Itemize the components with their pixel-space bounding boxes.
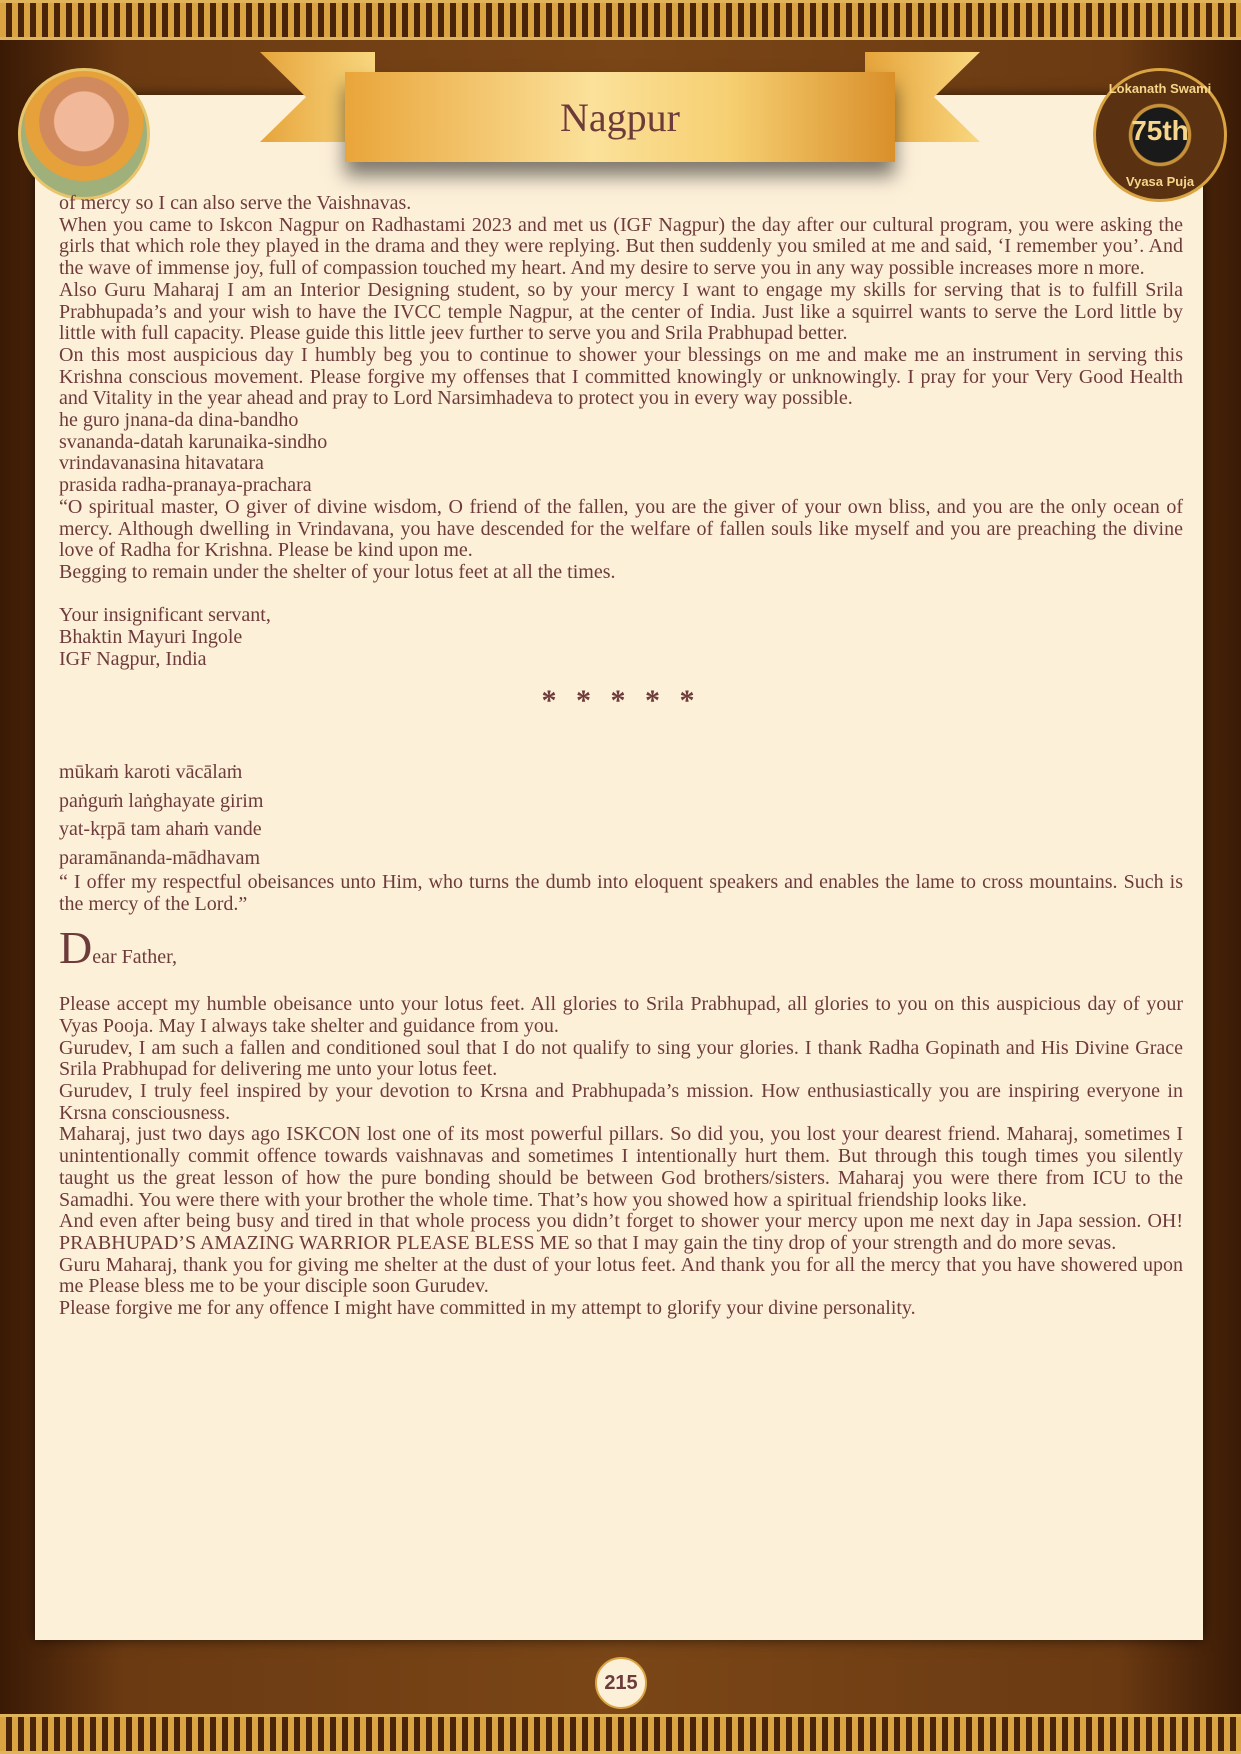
paragraph: of mercy so I can also serve the Vaishnavas. (59, 192, 412, 214)
page-title-banner (345, 72, 895, 162)
paragraph: Maharaj, just two days ago ISKCON lost one of its most powerful pillars. So did you, you lost your dearest friend. Maharaj, sometimes I unintentionally commit offence towards vaishnavas and sometimes I intentionally hurt them. But through this tough times you silently taught us the great lesson of how the pure bonding should be between God brothers/sisters. Maharaj you were there from ICU to the Samadhi. You were there with your brother the whole time. That’s how you showed how a spiritual friendship looks like. (59, 1123, 1183, 1211)
page-number: 215 (595, 1657, 647, 1709)
paragraph: When you came to Iskcon Nagpur on Radhastami 2023 and met us (IGF Nagpur) the day after our cultural program, you were asking the girls that which role they played in the drama and they were replying. But then suddenly you smiled at me and said, ‘I remember you’. And the wave of immense joy, full of compassion touched my heart. And my desire to serve you in any way possible increases more n more. (59, 213, 1183, 280)
paragraph: Gurudev, I am such a fallen and conditioned soul that I do not qualify to sing your glories. I thank Radha Gopinath and His Divine Grace Srila Prabhupad for delivering me unto your lotus feet. (59, 1036, 1183, 1081)
vyasa-puja-seal-logo (1093, 68, 1227, 202)
signature-name: Bhaktin Mayuri Ingole (59, 626, 243, 649)
section-separator: * * * * * (541, 684, 701, 718)
verse-translation: “ I offer my respectful obeisances unto Him, who turns the dumb into eloquent speakers and enables the lame to cross mountains. Such is the mercy of the Lord.” (59, 871, 1183, 915)
signature-location: IGF Nagpur, India (59, 647, 207, 670)
paragraph: Gurudev, I truly feel inspired by your devotion to Krsna and Prabhupada’s mission. How enthusiastically you are inspiring everyone in Krsna consciousness. (59, 1080, 1183, 1124)
paragraph: Please accept my humble obeisance unto your lotus feet. All glories to Srila Prabhupad, all glories to you on this auspicious day of your Vyas Pooja. May I always take shelter and guidance from you. (59, 993, 1183, 1037)
salutation-text: ear Father, (92, 945, 177, 968)
seal-bottom-text: Vyasa Puja (1125, 174, 1195, 189)
seal-number: 75th (1131, 115, 1189, 146)
decorative-border-top (0, 0, 1241, 40)
verse-line: svananda-datah karunaika-sindho (59, 430, 328, 453)
paragraph: Guru Maharaj, thank you for giving me shelter at the dust of your lotus feet. And thank you for all the mercy that you have showered upon me Please bless me to be your disciple soon Gurudev. (59, 1253, 1183, 1298)
signature-line: Your insignificant servant, (59, 604, 271, 627)
salutation (59, 921, 1183, 973)
paragraph: And even after being busy and tired in that whole process you didn’t forget to shower your mercy upon me next day in Japa session. OH! PRABHUPAD’S AMAZING WARRIOR PLEASE BLESS ME so that I may gain the tiny drop of your strength and do more sevas. (59, 1210, 1183, 1254)
verse-line: he guro jnana-da dina-bandho (59, 409, 299, 432)
verse-line: mūkaṁ karoti vācālaṁ (59, 761, 243, 784)
paragraph: On this most auspicious day I humbly beg you to continue to shower your blessings on me and make me an instrument in serving this Krishna conscious movement. Please forgive my offenses that I committed knowingly or unknowingly. I pray for your Very Good Health and Vitality in the year ahead and pray to Lord Narsimhadeva to protect you in every way possible. (59, 343, 1183, 410)
seal-top-text: Lokanath Swami (1108, 81, 1212, 96)
drop-cap: D (59, 921, 93, 973)
verse-line: yat-kṛpā tam ahaṁ vande (59, 818, 262, 841)
decorative-border-bottom (0, 1714, 1241, 1754)
verse-line: paramānanda-mādhavam (59, 846, 261, 869)
page-title: Nagpur (560, 94, 680, 140)
paragraph: Please forgive me for any offence I might have committed in my attempt to glorify your divine personality. (59, 1297, 916, 1320)
paragraph: Begging to remain under the shelter of your lotus feet at all the times. (59, 560, 616, 583)
paragraph: “O spiritual master, O giver of divine wisdom, O friend of the fallen, you are the giver of your own bliss, and you are the only ocean of mercy. Although dwelling in Vrindavana, you have descended for the welfare of fallen souls like myself and you are preaching the divine love of Radha for Krishna. Please be kind upon me. (59, 495, 1183, 562)
verse-line: paṅguṁ laṅghayate girim (59, 789, 264, 812)
page-content (59, 193, 1183, 1320)
paragraph: Also Guru Maharaj I am an Interior Designing student, so by your mercy I want to engage my skills for serving that is to fulfill Srila Prabhupada’s and your wish to have the IVCC temple Nagpur, at the center of India. Just like a squirrel wants to serve the Lord little by little with full capacity. Please guide this little jeev further to serve you and Srila Prabhupad better. (59, 278, 1183, 345)
avatar (18, 68, 150, 200)
verse-line: prasida radha-pranaya-prachara (59, 474, 312, 497)
verse-line: vrindavanasina hitavatara (59, 452, 264, 475)
